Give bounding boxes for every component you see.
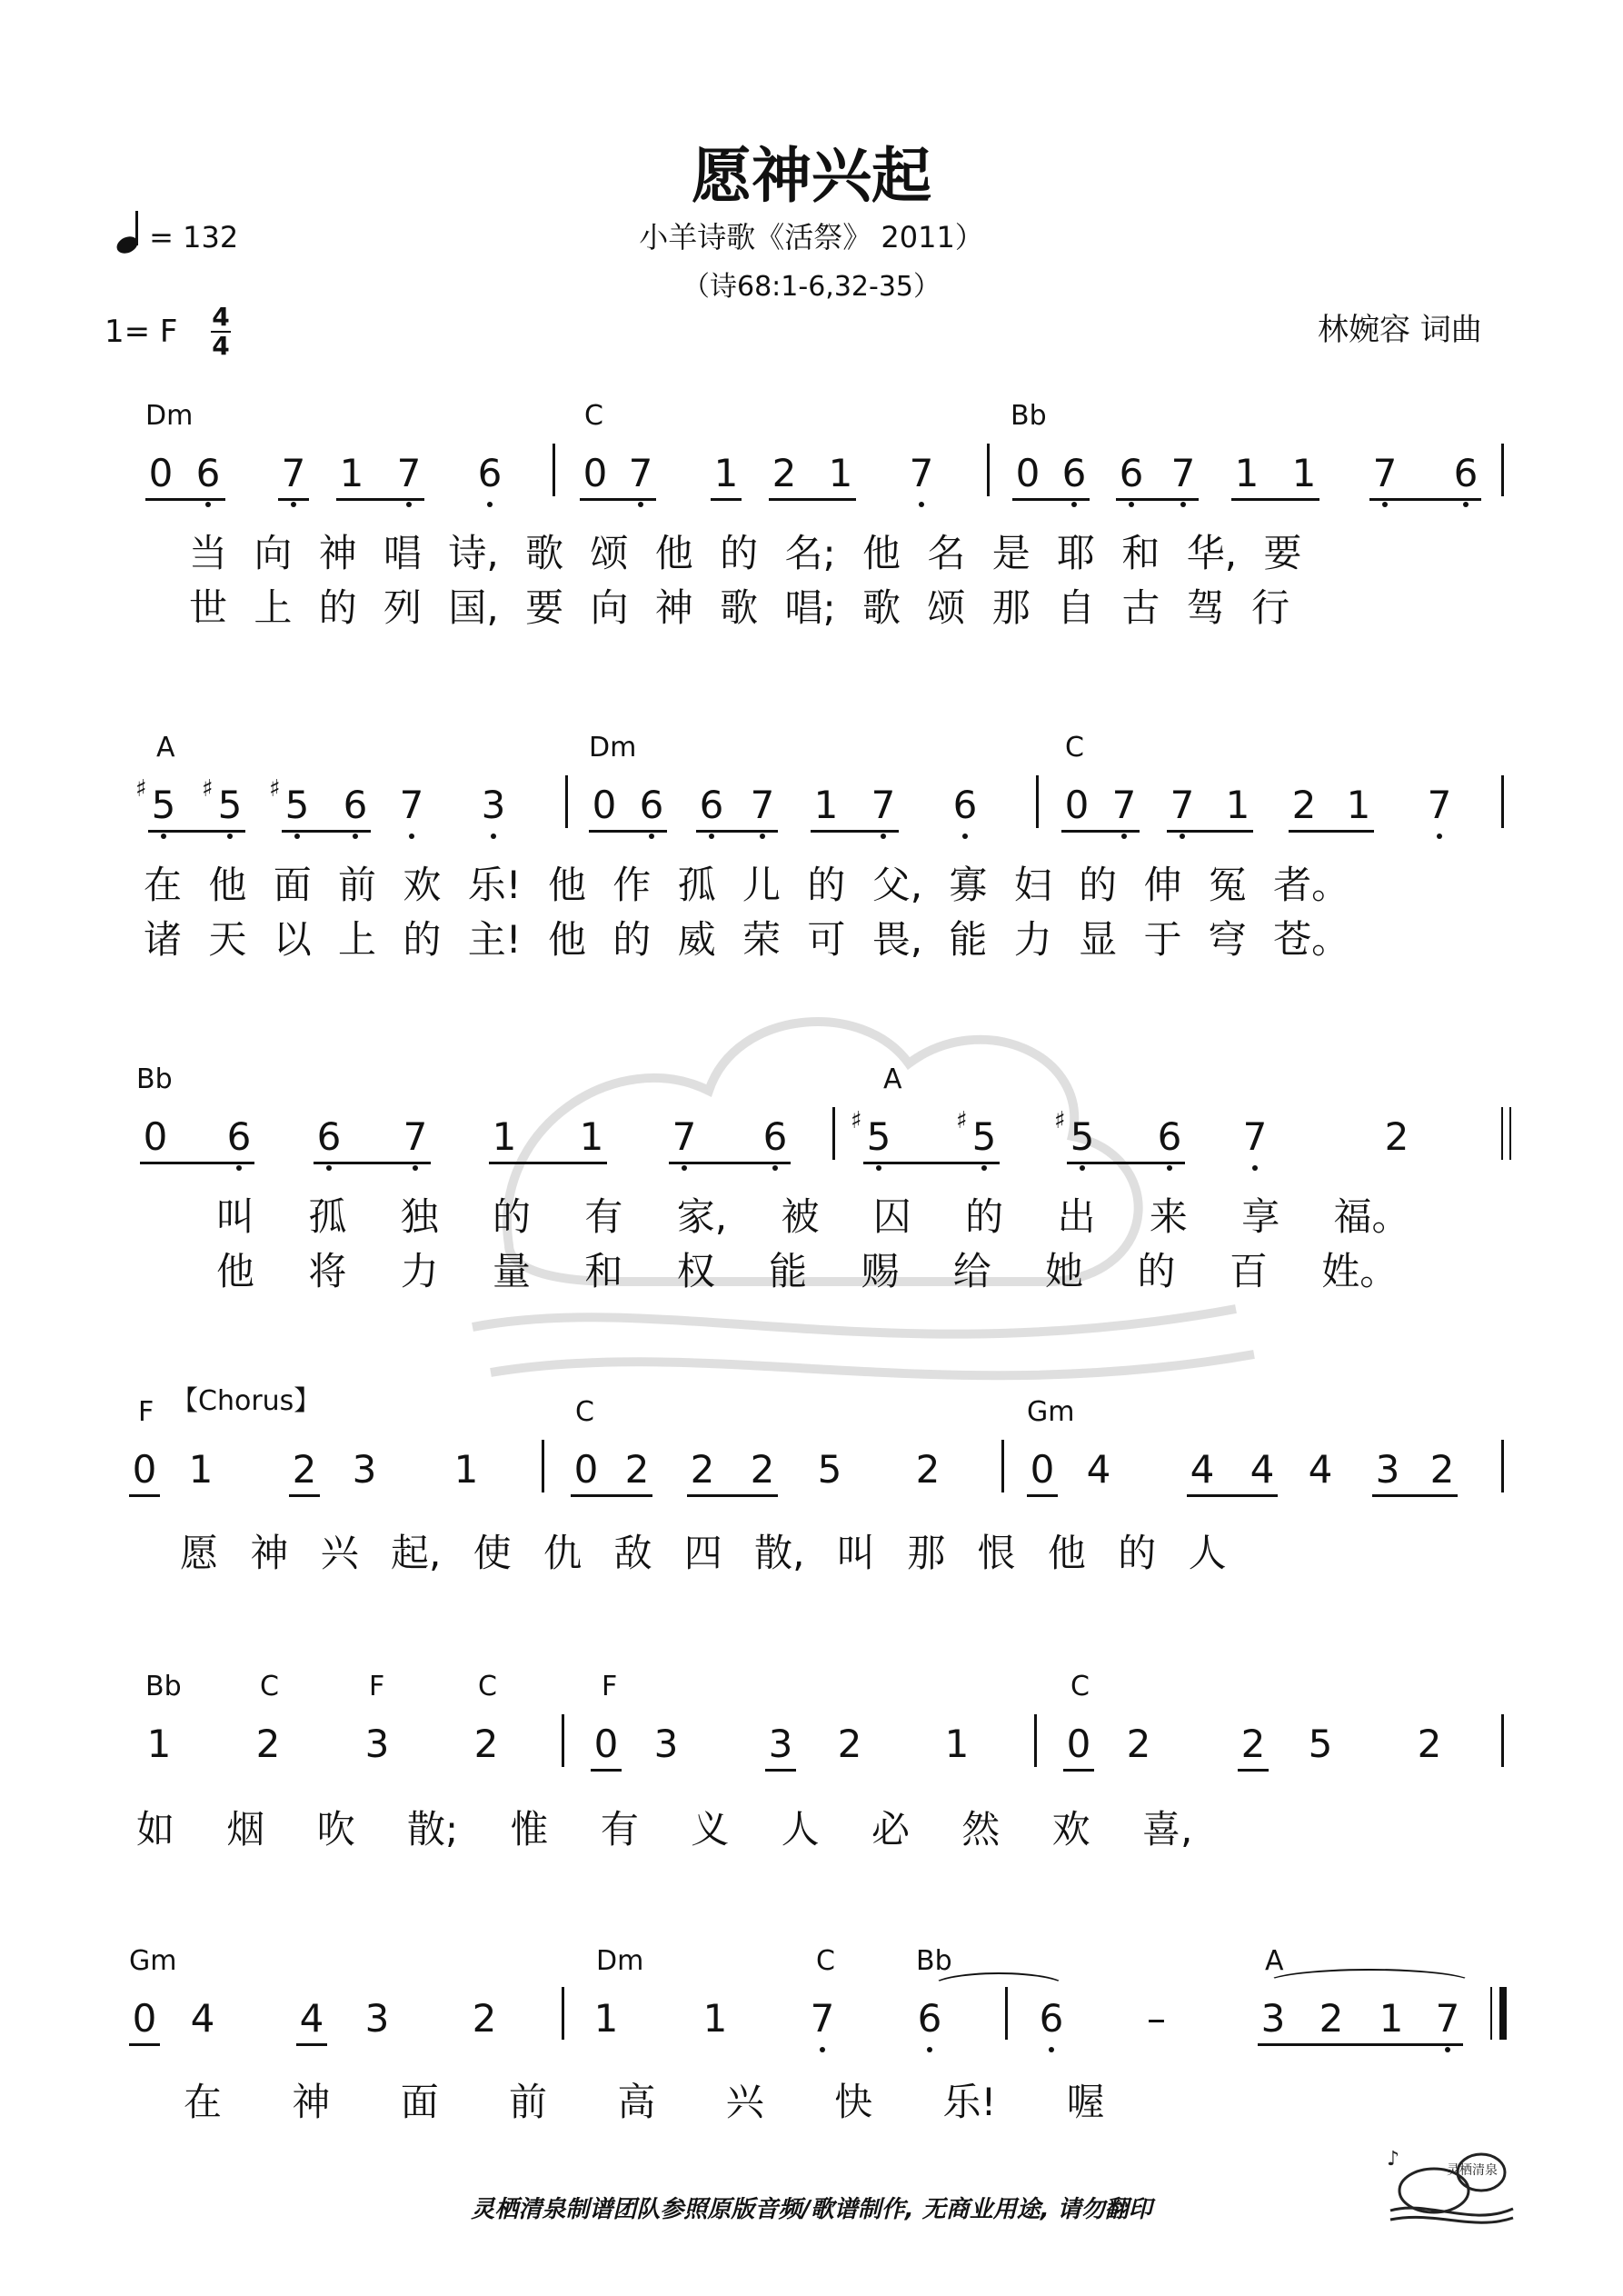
note: 7 [906,451,937,495]
copyright-footer: 灵栖清泉制谱团队参照原版音频/歌谱制作, 无商业用途, 请勿翻印 [471,2196,1152,2223]
note: 4 [190,1996,215,2041]
note: 2 [1126,1722,1151,1766]
note: 2 [1240,1722,1266,1766]
note: 2 [837,1722,862,1766]
note: 0 [1030,1447,1055,1492]
staff-system-1 [0,400,1623,727]
note: 6 [760,1114,791,1159]
note: 5 [817,1447,842,1492]
note: 2 [1319,1996,1344,2041]
note: 1 [1379,1996,1404,2041]
note: 7 [868,783,899,827]
bar-line [987,444,990,496]
key-signature: 1= F [105,314,178,350]
note: 1 [492,1114,517,1159]
note: 7 [669,1114,700,1159]
note: 1 [944,1722,970,1766]
note: 6 [696,783,727,827]
note: 2 [472,1996,497,2041]
note: 0 [593,1722,619,1766]
note: 0 [1064,783,1090,827]
quarter-note-icon [116,211,140,253]
note: 1 [146,1722,172,1766]
note: 1 [1234,451,1260,495]
bar-line [562,1987,564,2040]
note: 2 [772,451,797,495]
note: 6 [1036,1996,1067,2041]
note: 6 [224,1114,254,1159]
note: 1 [339,451,364,495]
staff-system-3 [0,1063,1623,1391]
note: ♯ 5 [148,783,179,827]
album-subtitle: 小羊诗歌《活祭》 2011） [639,220,984,255]
note: 2 [1429,1447,1455,1492]
note: 6 [950,783,981,827]
bar-line [1005,1987,1008,2040]
lyrics-chorus: 如 烟 吹 散; 惟 有 义 人 必 然 欢 喜, [136,1807,1193,1852]
note: 7 [1369,451,1400,495]
bar-line [1034,1714,1037,1767]
chord-label: C [1070,1671,1090,1702]
note: 1 [188,1447,214,1492]
note: 6 [1154,1114,1185,1159]
chord-label: C [575,1396,594,1428]
chord-label: Dm [589,732,637,764]
final-bar-line-thick [1499,1987,1507,2040]
tempo-marking [116,211,238,255]
final-bar-line [1490,1987,1492,2040]
time-signature [211,304,231,359]
chord-label: C [260,1671,279,1702]
note: 7 [1424,783,1455,827]
bar-line [1509,1107,1511,1160]
svg-text:♪: ♪ [1387,2148,1400,2171]
bar-line [565,775,568,828]
note: 6 [474,451,505,495]
note: 7 [396,783,427,827]
bar-line [832,1107,835,1160]
chord-label: A [1265,1945,1284,1977]
note: 4 [299,1996,324,2041]
note: 3 [1260,1996,1286,2041]
note: 0 [592,783,617,827]
lyrics-chorus: 在 神 面 前 高 兴 快 乐! 喔 [184,2080,1105,2124]
note: 7 [1432,1996,1463,2041]
bar-line [1501,1440,1504,1492]
note: 1 [593,1996,619,2041]
chord-label: C [478,1671,497,1702]
note: 7 [625,451,656,495]
note: 1 [702,1996,728,2041]
logo-text: 灵栖清泉 [1447,2163,1498,2178]
note: 0 [132,1996,157,2041]
chord-label: F [138,1396,154,1428]
note: 4 [1308,1447,1333,1492]
note: 6 [1116,451,1147,495]
note: ♯ 5 [969,1114,1000,1159]
bar-line [562,1714,564,1767]
note: 7 [1240,1114,1270,1159]
note: 1 [453,1447,479,1492]
note: 5 [1308,1722,1333,1766]
note: 2 [750,1447,775,1492]
note: 2 [1291,783,1317,827]
note: ♯ 5 [863,1114,894,1159]
lyrics-verse-2: 世 上 的 列 国, 要 向 神 歌 唱; 歌 颂 那 自 古 驾 行 [189,585,1290,630]
note: 0 [132,1447,157,1492]
note: 2 [473,1722,499,1766]
note: 0 [582,451,608,495]
chord-label: F [369,1671,385,1702]
chorus-label: 【Chorus】 [171,1385,322,1417]
note: 6 [314,1114,344,1159]
note: 6 [636,783,667,827]
note: 6 [1450,451,1481,495]
note: 1 [1291,451,1317,495]
sustain-dash: – [1147,1996,1166,2041]
note: 1 [579,1114,604,1159]
note: 7 [1168,451,1199,495]
bar-line [1036,775,1039,828]
chord-label: C [584,400,603,432]
bar-line [1501,444,1504,496]
note: 2 [255,1722,281,1766]
note: 6 [1059,451,1090,495]
song-title: 愿神兴起 [692,141,931,211]
chord-label: Bb [145,1671,182,1702]
note: 1 [1346,783,1371,827]
note: 1 [1225,783,1250,827]
chord-label: Bb [136,1063,173,1095]
note: 2 [915,1447,941,1492]
note: 7 [807,1996,838,2041]
lyrics-verse-1: 当 向 神 唱 诗, 歌 颂 他 的 名; 他 名 是 耶 和 华, 要 [189,531,1302,575]
composer-credit: 林婉容 词曲 [1318,312,1482,348]
note: 6 [193,451,224,495]
lyrics-verse-1: 叫 孤 独 的 有 家, 被 囚 的 出 来 享 福。 [216,1194,1410,1239]
scripture-reference: （诗68:1-6,32-35） [682,271,941,303]
note: 0 [573,1447,599,1492]
note: 3 [364,1722,390,1766]
chord-label: A [883,1063,902,1095]
bar-line [1501,775,1504,828]
lyrics-verse-2: 他 将 力 量 和 权 能 赐 给 她 的 百 姓。 [216,1249,1399,1293]
note: 7 [1109,783,1140,827]
note: 4 [1086,1447,1111,1492]
chord-label: Bb [1011,400,1047,432]
lyrics-verse-2: 诸 天 以 上 的 主! 他 的 威 荣 可 畏, 能 力 显 于 穹 苍。 [144,917,1350,962]
note: 0 [148,451,174,495]
note: 1 [813,783,839,827]
time-sig-top: 4 [212,302,230,332]
note: 6 [914,1996,945,2041]
note: 7 [278,451,309,495]
note: 7 [747,783,778,827]
note: 1 [713,451,739,495]
note: ♯ 5 [1067,1114,1098,1159]
time-sig-bottom: 4 [212,331,230,361]
lyrics-chorus: 愿 神 兴 起, 使 仇 敌 四 散, 叫 那 恨 他 的 人 [180,1531,1227,1575]
chord-label: Dm [596,1945,644,1977]
bar-line [1501,1107,1503,1160]
note: 2 [292,1447,317,1492]
chord-label: Gm [1027,1396,1075,1428]
note: ♯ 5 [214,783,245,827]
note: 0 [143,1114,168,1159]
note: 7 [1167,783,1198,827]
note: 3 [364,1996,390,2041]
chord-label: Bb [916,1945,952,1977]
note: 0 [1066,1722,1091,1766]
note: 3 [1375,1447,1400,1492]
note: 2 [1384,1114,1409,1159]
note: 3 [478,783,509,827]
tempo-value: = 132 [149,220,239,255]
chord-label: C [816,1945,835,1977]
note: 3 [768,1722,793,1766]
chord-label: Dm [145,400,194,432]
note: 4 [1250,1447,1275,1492]
note: 4 [1190,1447,1215,1492]
bar-line [542,1440,544,1492]
note: 7 [400,1114,431,1159]
slur-arc [1265,1969,1474,1998]
note: 2 [624,1447,650,1492]
chord-label: F [602,1671,618,1702]
note: 7 [393,451,424,495]
lyrics-verse-1: 在 他 面 前 欢 乐! 他 作 孤 儿 的 父, 寡 妇 的 伸 冤 者。 [144,863,1350,907]
chord-label: Gm [129,1945,177,1977]
bar-line [1501,1714,1504,1767]
chord-label: C [1065,732,1084,764]
note: 0 [1015,451,1041,495]
bar-line [1001,1440,1004,1492]
note: 3 [352,1447,377,1492]
note: ♯ 5 [282,783,313,827]
chord-label: A [156,732,175,764]
note: 2 [1417,1722,1442,1766]
staff-system-2 [0,732,1623,1059]
note: 2 [690,1447,715,1492]
note: 6 [340,783,371,827]
note: 1 [828,451,853,495]
lingqi-logo-icon [1381,2145,1518,2227]
bar-line [553,444,555,496]
note: 3 [653,1722,679,1766]
